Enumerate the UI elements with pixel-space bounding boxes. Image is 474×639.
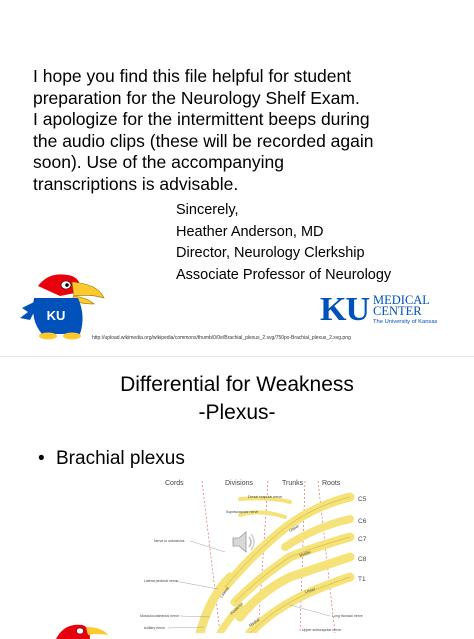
nerve-label: Musculocutaneous nerve <box>140 614 179 618</box>
bullet-item <box>38 447 185 471</box>
intro-line: soon). Use of the accompanying <box>33 152 284 172</box>
signature-closing: Sincerely, <box>176 202 239 218</box>
signature-title: Director, Neurology Clerkship <box>176 245 365 261</box>
signature-name: Heather Anderson, MD <box>176 223 324 240</box>
logo-ku-letters: KU <box>320 291 369 326</box>
nerve-label: Suprascapular nerve <box>226 510 259 514</box>
root-label: C7 <box>358 536 367 543</box>
logo-medical: MEDICAL <box>373 293 430 307</box>
jayhawk-mascot-icon <box>20 268 106 340</box>
intro-line: preparation for the Neurology Shelf Exam. <box>33 87 360 108</box>
ku-medical-center-logo <box>320 290 455 326</box>
nerve-label: Nerve to subclavius <box>154 539 185 543</box>
slide-title-line: Differential for Weakness <box>120 373 354 396</box>
intro-line: transcriptions is advisable. <box>33 173 239 194</box>
intro-line: I apologize for the intermittent beeps during <box>33 109 370 129</box>
intro-paragraph <box>33 66 453 195</box>
intro-line: the audio clips (these will be recorded again <box>33 130 374 151</box>
trunk-label: Middle <box>298 549 312 558</box>
cord-label: Posterior <box>229 600 245 616</box>
logo-center: CENTER <box>373 304 422 318</box>
audio-speaker-icon[interactable] <box>230 529 258 555</box>
cord-label: Medial <box>247 616 261 628</box>
diagram-header: Cords <box>165 480 184 487</box>
image-source-url: http://upload.wikimedia.org/wikipedia/commons/thumb/0/0e/Brachial_plexus_2.svg/750px-Brachial_plexus_2.svg.png <box>92 335 351 341</box>
trunk-label: Upper <box>288 523 300 533</box>
diagram-header: Divisions <box>225 480 254 487</box>
diagram-header: Roots <box>322 480 341 487</box>
slide-2 <box>0 356 474 633</box>
nerve-label: Lateral pectoral nerve <box>144 579 178 583</box>
intro-line: I hope you find this file helpful for student <box>33 66 352 86</box>
bullet-text: Brachial plexus <box>56 448 185 469</box>
slide-title <box>0 371 474 427</box>
nerve-label: Long thoracic nerve <box>332 614 363 618</box>
signature-block <box>176 200 391 286</box>
brachial-plexus-diagram <box>140 477 380 633</box>
root-label: T1 <box>358 576 366 583</box>
signature-title: Associate Professor of Neurology <box>176 266 392 283</box>
nerve-label: Dorsal scapular nerve <box>248 495 283 499</box>
cord-label: Lateral <box>218 585 230 599</box>
nerve-label: Axillary nerve <box>144 626 166 630</box>
jayhawk-mascot-partial-icon <box>50 619 110 639</box>
nerve-label: Upper subscapular nerve <box>302 628 342 632</box>
mascot-letters: KU <box>46 308 66 323</box>
bullet-dot-icon: • <box>38 448 45 469</box>
slide-title-line: -Plexus- <box>198 401 276 424</box>
root-label: C5 <box>358 496 367 503</box>
root-label: C8 <box>358 556 367 563</box>
logo-university: The University of Kansas <box>373 319 438 325</box>
trunk-label: Lower <box>303 586 316 594</box>
diagram-header: Trunks <box>282 480 304 487</box>
root-label: C6 <box>358 518 367 525</box>
